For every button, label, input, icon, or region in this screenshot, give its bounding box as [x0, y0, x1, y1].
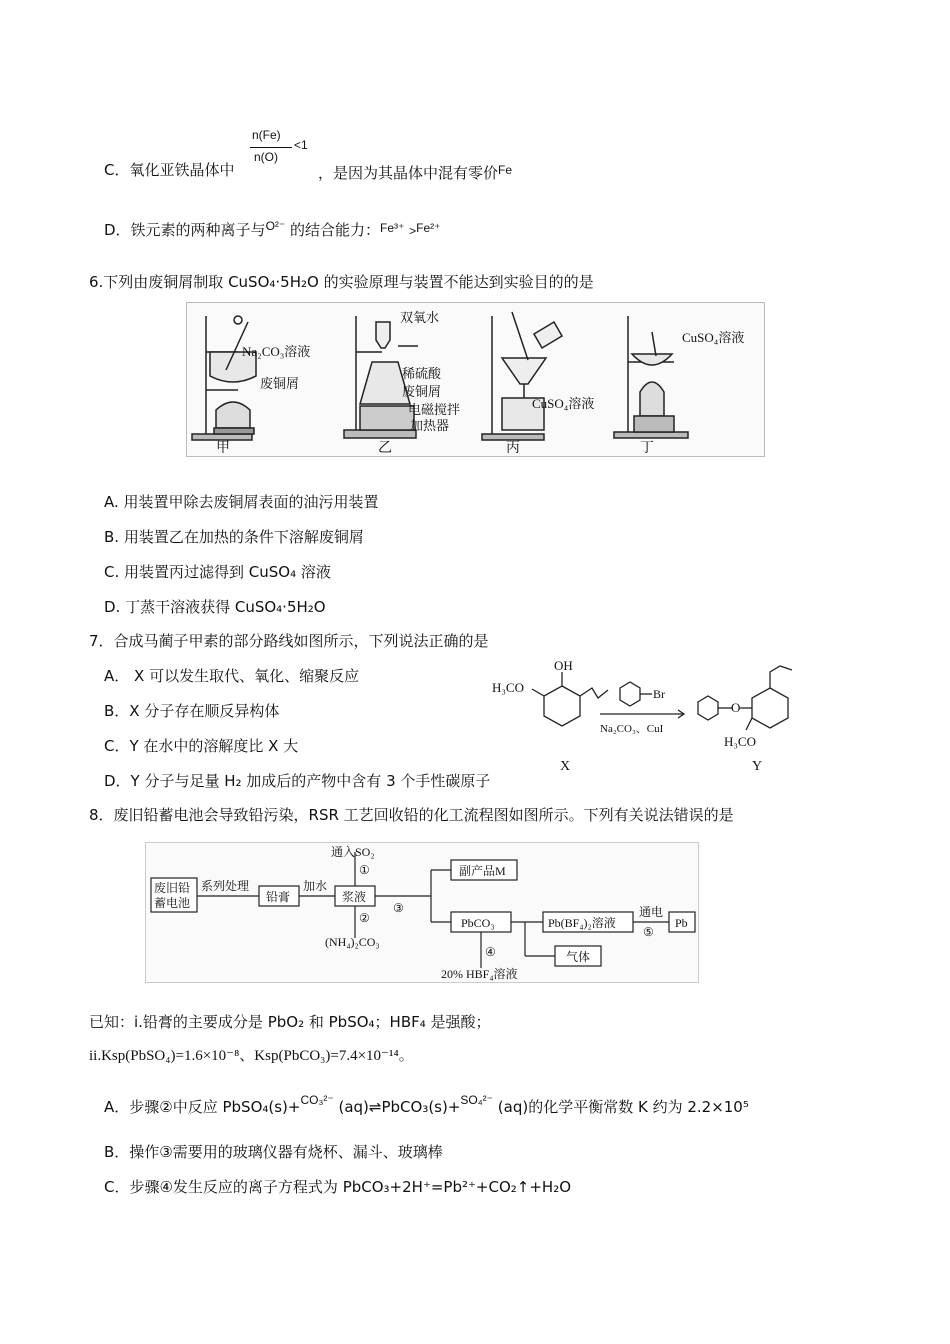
label-jia: 甲 [216, 441, 230, 456]
flow-pbco3: PbCO₃ [461, 916, 495, 930]
label-y: Y [752, 759, 763, 774]
reaction-conditions: Na₂CO₃、CuI [600, 723, 664, 735]
flow-nh4co3: (NH₄)₂CO₃ [325, 935, 380, 949]
q8-stem: 8．废旧铅蓄电池会导致铅污染，RSR 工艺回收铅的化工流程图如图所示。下列有关说法错误的是 [89, 806, 734, 824]
yi-scrap-label: 废铜屑 [402, 384, 442, 399]
q7-option-b: B．X 分子存在顺反异构体 [104, 702, 280, 720]
label-yi: 乙 [378, 441, 392, 456]
q5-option-d [104, 216, 441, 241]
bing-cuso4-label: CuSO₄溶液 [532, 396, 595, 411]
q5-option-c [104, 160, 234, 180]
fraction-bar [250, 147, 292, 148]
q8-option-c: C．步骤④发生反应的离子方程式为 PbCO₃+2H⁺=Pb²⁺+CO₂↑+H₂O [104, 1178, 572, 1196]
q6-apparatus-figure [186, 302, 766, 458]
flow-water: 加水 [303, 879, 328, 893]
q8-a-so4: SO₄²⁻ [460, 1093, 493, 1107]
flow-step-3: ③ [393, 901, 404, 915]
flow-pbbf4: Pb(BF₄)₂溶液 [548, 916, 616, 930]
q7-option-d: D．Y 分子与足量 H₂ 加成后的产物中含有 3 个手性碳原子 [104, 772, 491, 790]
q8-known-1: 已知：i.铅膏的主要成分是 PbO₂ 和 PbSO₄；HBF₄ 是强酸； [89, 1013, 491, 1031]
flow-pb: Pb [675, 916, 688, 930]
flow-step-1: ① [359, 863, 370, 877]
flow-gas: 气体 [566, 950, 591, 964]
yi-stir-label: 电磁搅拌 [408, 402, 461, 417]
q7-option-c: C．Y 在水中的溶解度比 X 大 [104, 737, 299, 755]
q6-option-b: B. 用装置乙在加热的条件下溶解废铜屑 [104, 528, 364, 546]
q8-a-mid: (aq)⇌PbCO₃(s)+ [338, 1098, 461, 1116]
y-benzene-ring [752, 688, 788, 728]
q6-option-c: C. 用装置丙过滤得到 CuSO₄ 溶液 [104, 563, 331, 581]
flow-step-5: ⑤ [643, 925, 654, 939]
flow-process: 系列处理 [201, 879, 250, 893]
x-h3co: H₃CO [492, 680, 524, 695]
flow-paste: 铅膏 [266, 890, 291, 904]
q7-option-a: A． X 可以发生取代、氧化、缩聚反应 [104, 667, 360, 685]
q6-stem: 6.下列由废铜屑制取 CuSO₄·5H₂O 的实验原理与装置不能达到实验目的的是 [89, 273, 594, 291]
q5-c-suffix: ，是因为其晶体中混有零价 [318, 164, 499, 182]
ding-cuso4-label: CuSO₄溶液 [682, 330, 745, 345]
y-o: O [731, 700, 741, 715]
q8-option-b: B．操作③需要用的玻璃仪器有烧杯、漏斗、玻璃棒 [104, 1143, 443, 1161]
q7-reaction-scheme [488, 660, 808, 778]
flow-electrolysis: 通电 [639, 905, 664, 919]
q5-d-fe3: Fe³⁺ [380, 221, 405, 235]
q8-flowchart [145, 842, 700, 984]
q6-option-d: D. 丁蒸干溶液获得 CuSO₄·5H₂O [104, 598, 326, 616]
q5-d-mid: 的结合能力： [290, 221, 381, 239]
flow-step-2: ② [359, 911, 370, 925]
q8-option-a [104, 1090, 749, 1117]
q8-a-co3: CO₃²⁻ [300, 1093, 334, 1107]
q5-fraction [250, 126, 310, 172]
label-bing: 丙 [506, 441, 520, 456]
q8-a-prefix: A．步骤②中反应 PbSO₄(s)+ [104, 1098, 301, 1116]
q5-d-fe2: Fe²⁺ [416, 221, 441, 235]
q5-c-fe: Fe [498, 163, 513, 177]
yi-heater-label: 加热器 [410, 418, 450, 433]
q5-c-prefix: C．氧化亚铁晶体中 [104, 161, 235, 179]
fraction-numerator: n(Fe) [252, 128, 281, 142]
flow-hbf4: 20% HBF₄溶液 [441, 967, 518, 981]
reagent-br: Br [653, 687, 665, 701]
flow-so2: 通入SO₂ [331, 845, 375, 859]
fraction-relation: <1 [294, 138, 308, 152]
q5-d-gt: > [409, 224, 417, 238]
flow-battery-2: 蓄电池 [154, 896, 191, 910]
x-benzene-ring [544, 686, 580, 726]
q8-a-suffix: (aq)的化学平衡常数 K 约为 2.2×10⁵ [497, 1098, 749, 1116]
q7-stem: 7．合成马蔺子甲素的部分路线如图所示，下列说法正确的是 [89, 632, 489, 650]
flow-step-4: ④ [485, 945, 496, 959]
yi-h2o2-label: 双氧水 [400, 310, 440, 325]
fraction-denominator: n(O) [254, 150, 278, 164]
jia-scrap-label: 废铜屑 [260, 376, 300, 391]
label-ding: 丁 [640, 441, 654, 456]
flow-slurry: 浆液 [342, 890, 367, 904]
flow-battery-1: 废旧铅 [154, 881, 191, 895]
y-h3co: H₃CO [724, 734, 756, 749]
label-x: X [560, 759, 571, 774]
q8-known-2: ii.Ksp(PbSO₄)=1.6×10⁻⁸、Ksp(PbCO₃)=7.4×10⁻¹⁴。 [89, 1048, 414, 1064]
q5-c-suffix-line [318, 160, 512, 183]
q6-option-a: A. 用装置甲除去废铜屑表面的油污用装置 [104, 493, 379, 511]
jia-na2co3-label: Na₂CO₃溶液 [242, 344, 311, 359]
q5-d-prefix: D．铁元素的两种离子与 [104, 221, 266, 239]
q5-d-ion: O²⁻ [265, 219, 286, 233]
flow-by-product: 副产品M [459, 864, 506, 878]
x-oh: OH [554, 660, 573, 673]
y-phenyl-ring [698, 696, 718, 720]
yi-h2so4-label: 稀硫酸 [402, 366, 442, 381]
